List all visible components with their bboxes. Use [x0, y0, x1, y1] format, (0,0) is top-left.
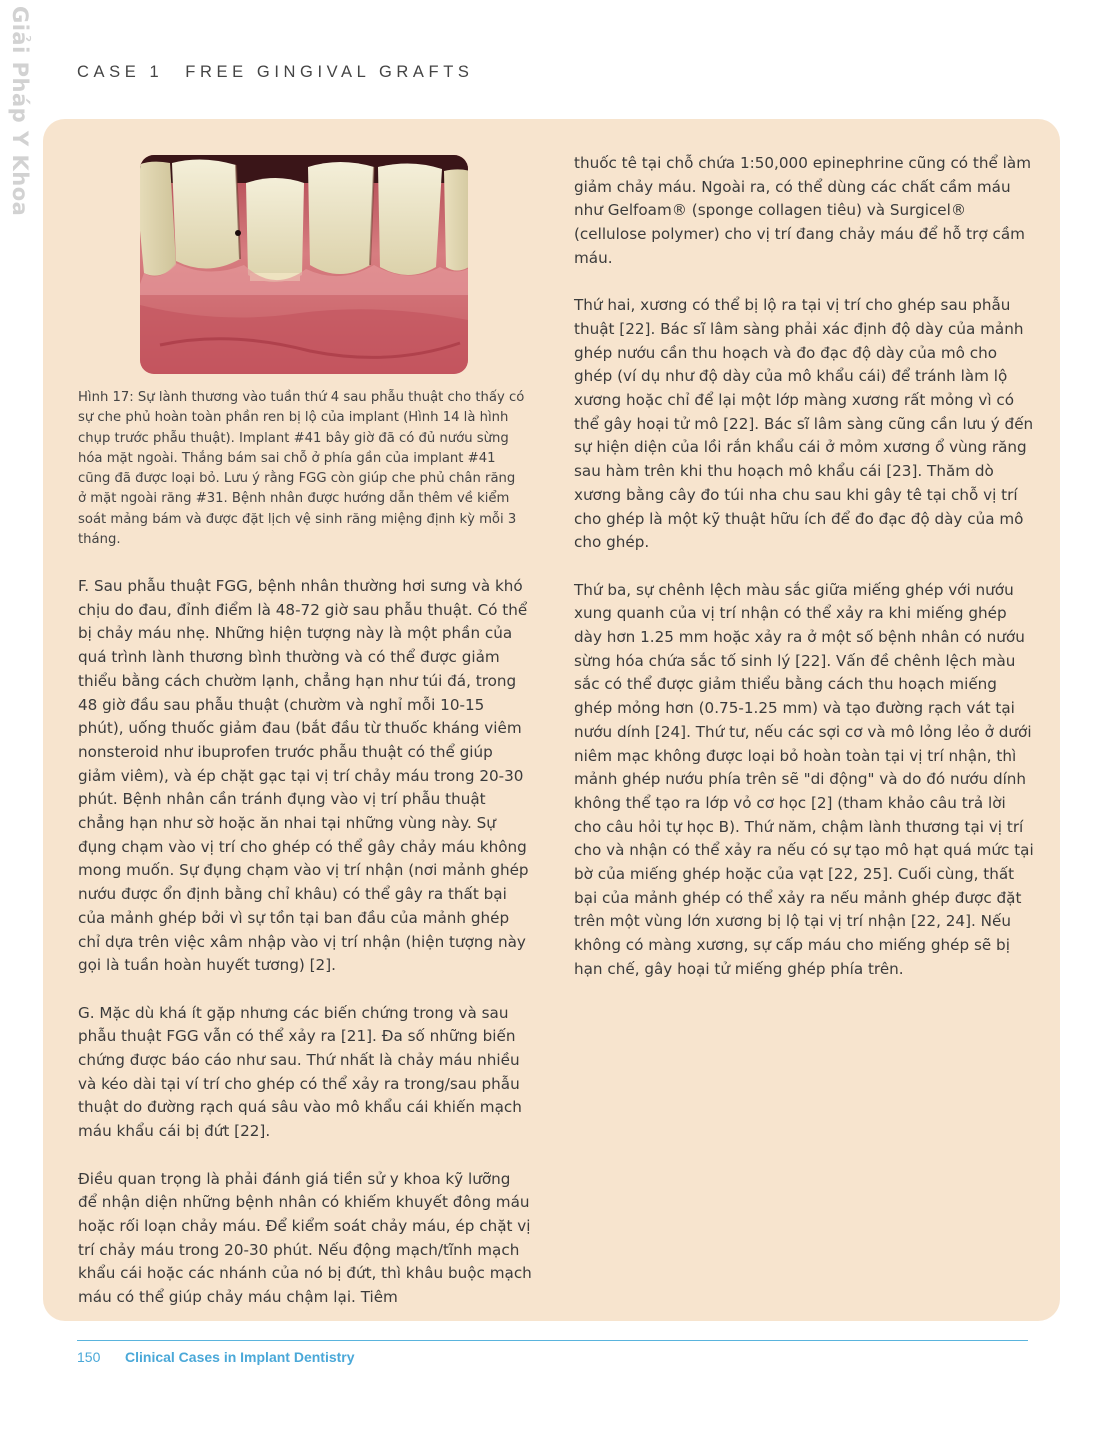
running-head: [77, 63, 474, 82]
clinical-photo: [140, 155, 468, 374]
figure-caption: Hình 17: Sự lành thương vào tuần thứ 4 sau phẫu thuật cho thấy có sự che phủ hoàn toàn phần ren bị lộ của implant (Hình 14 là hình chụp trước phẫu thuật). Implant #41 bây giờ đã có đủ nướu sừng hóa mặt ngoài. Thắng bám sai chỗ ở phía gần của implant #41 cũng đã được loại bỏ. Lưu ý rằng FGG còn giúp che phủ chân răng ở mặt ngoài răng #31. Bệnh nhân được hướng dẫn thêm về kiểm soát mảng bám và được đặt lịch vệ sinh răng miệng định kỳ mỗi 3 tháng.: [78, 390, 525, 548]
case-title: FREE GINGIVAL GRAFTS: [185, 63, 474, 81]
clinical-photo-icon: [140, 155, 468, 374]
page-number: 150: [77, 1349, 101, 1365]
footer-rule: [77, 1340, 1028, 1341]
watermark: Giải Pháp Y Khoa: [8, 6, 32, 217]
left-column: [78, 575, 533, 1310]
paragraph: Thứ hai, xương có thể bị lộ ra tại vị trí cho ghép sau phẫu thuật [22]. Bác sĩ lâm sàng phải xác định độ dày của mảnh ghép nướu cần thu hoạch và đo đạc độ dày của mô cho ghép (ví dụ như độ dày của mô khẩu cái) để tránh làm lộ xương hoặc chỉ để lại một lớp màng xương rất mỏng vì có thể gây hoại tử mô [22]. Bác sĩ lâm sàng cũng cần lưu ý đến sự hiện diện của lồi rắn khẩu cái ở mỏm xương ổ vùng răng sau hàm trên khi thu hoạch mô khẩu cái [23]. Thăm dò xương bằng cây đo túi nha chu sau khi gây tê tại chỗ vị trí cho ghép là một kỹ thuật hữu ích để đo đạc độ dày của mô cho ghép.: [574, 296, 1034, 552]
right-column: [574, 152, 1034, 982]
paragraph: G. Mặc dù khá ít gặp nhưng các biến chứng trong và sau phẫu thuật FGG vẫn có thể xảy ra [21]. Đa số những biến chứng được báo cáo như sau. Thứ nhất là chảy máu nhiều và kéo dài tại ví trí cho ghép có thể xảy ra trong/sau phẫu thuật do đường rạch quá sâu vào mô khẩu cái khiến mạch máu khẩu cái bị đứt [22].: [78, 1003, 522, 1141]
paragraph: F. Sau phẫu thuật FGG, bệnh nhân thường hơi sưng và khó chịu do đau, đỉnh điểm là 48-72 giờ sau phẫu thuật. Có thể bị chảy máu nhẹ. Những hiện tượng này là một phần của quá trình lành thương bình thường và có thể được giảm thiểu bằng cách chườm lạnh, chẳng hạn như túi đá, trong 48 giờ đầu sau phẫu thuật (chườm và nghỉ mỗi 10-15 phút), uống thuốc giảm đau (bắt đầu từ thuốc kháng viêm nonsteroid như ibuprofen trước phẫu thuật có thể giúp giảm viêm), và ép chặt gạc tại vị trí chảy máu trong 20-30 phút. Bệnh nhân cần tránh đụng vào vị trí phẫu thuật chẳng hạn như sờ hoặc ăn nhai tại những vùng này. Sự đụng chạm vào vị trí cho ghép có thể gây chảy máu không mong muốn. Sự đụng chạm vào vị trí nhận (nơi mảnh ghép nướu được ổn định bằng chỉ khâu) có thể gây ra thất bại của mảnh ghép bởi vì sự tồn tại ban đầu của mảnh ghép chỉ dựa trên việc xâm nhập vào vị trí nhận (hiện tượng này gọi là tuần hoàn huyết tương) [2].: [78, 577, 529, 975]
paragraph: Điều quan trọng là phải đánh giá tiền sử y khoa kỹ lưỡng để nhận diện những bệnh nhân có khiếm khuyết đông máu hoặc rối loạn chảy máu. Để kiểm soát chảy máu, ép chặt vị trí chảy máu trong 20-30 phút. Nếu động mạch/tĩnh mạch khẩu cái hoặc các nhánh của nó bị đứt, thì khâu buộc mạch máu có thể giúp chảy máu chậm lại. Tiêm: [78, 1169, 532, 1307]
paragraph: thuốc tê tại chỗ chứa 1:50,000 epinephrine cũng có thể làm giảm chảy máu. Ngoài ra, có thể dùng các chất cầm máu như Gelfoam® (sponge collagen tiêu) và Surgicel® (cellulose polymer) cho vị trí đang chảy máu để hỗ trợ cầm máu.: [574, 154, 1032, 267]
book-title: Clinical Cases in Implant Dentistry: [125, 1349, 355, 1365]
case-label: CASE 1: [77, 63, 164, 81]
paragraph: Thứ ba, sự chênh lệch màu sắc giữa miếng ghép với nướu xung quanh của vị trí nhận có thể xảy ra khi miếng ghép dày hơn 1.25 mm hoặc xảy ra ở một số bệnh nhân có nướu sừng hóa chứa sắc tố sinh lý [22]. Vấn đề chênh lệch màu sắc có thể được giảm thiểu bằng cách thu hoạch miếng ghép mỏng hơn (0.75-1.25 mm) và tạo đường rạch vát tại nướu dính [24]. Thứ tư, nếu các sợi cơ và mô lỏng lẻo ở dưới niêm mạc không được loại bỏ hoàn toàn tại vị trí nhận, thì mảnh ghép nướu phía trên sẽ "di động" và do đó nướu dính không thể tạo ra lớp vỏ cơ học [2] (tham khảo câu trả lời cho câu hỏi tự học B). Thứ năm, chậm lành thương tại vị trí cho và nhận có thể xảy ra nếu có sự tạo mô hạt quá mức tại bờ của miếng ghép hoặc của vạt [22, 25]. Cuối cùng, thất bại của mảnh ghép có thể xảy ra nếu mảnh ghép được đặt trên một vùng lớn xương bị lộ tại vị trí nhận [22, 24]. Nếu không có màng xương, sự cấp máu cho miếng ghép sẽ bị hạn chế, gây hoại tử miếng ghép phía trên.: [574, 580, 1034, 978]
